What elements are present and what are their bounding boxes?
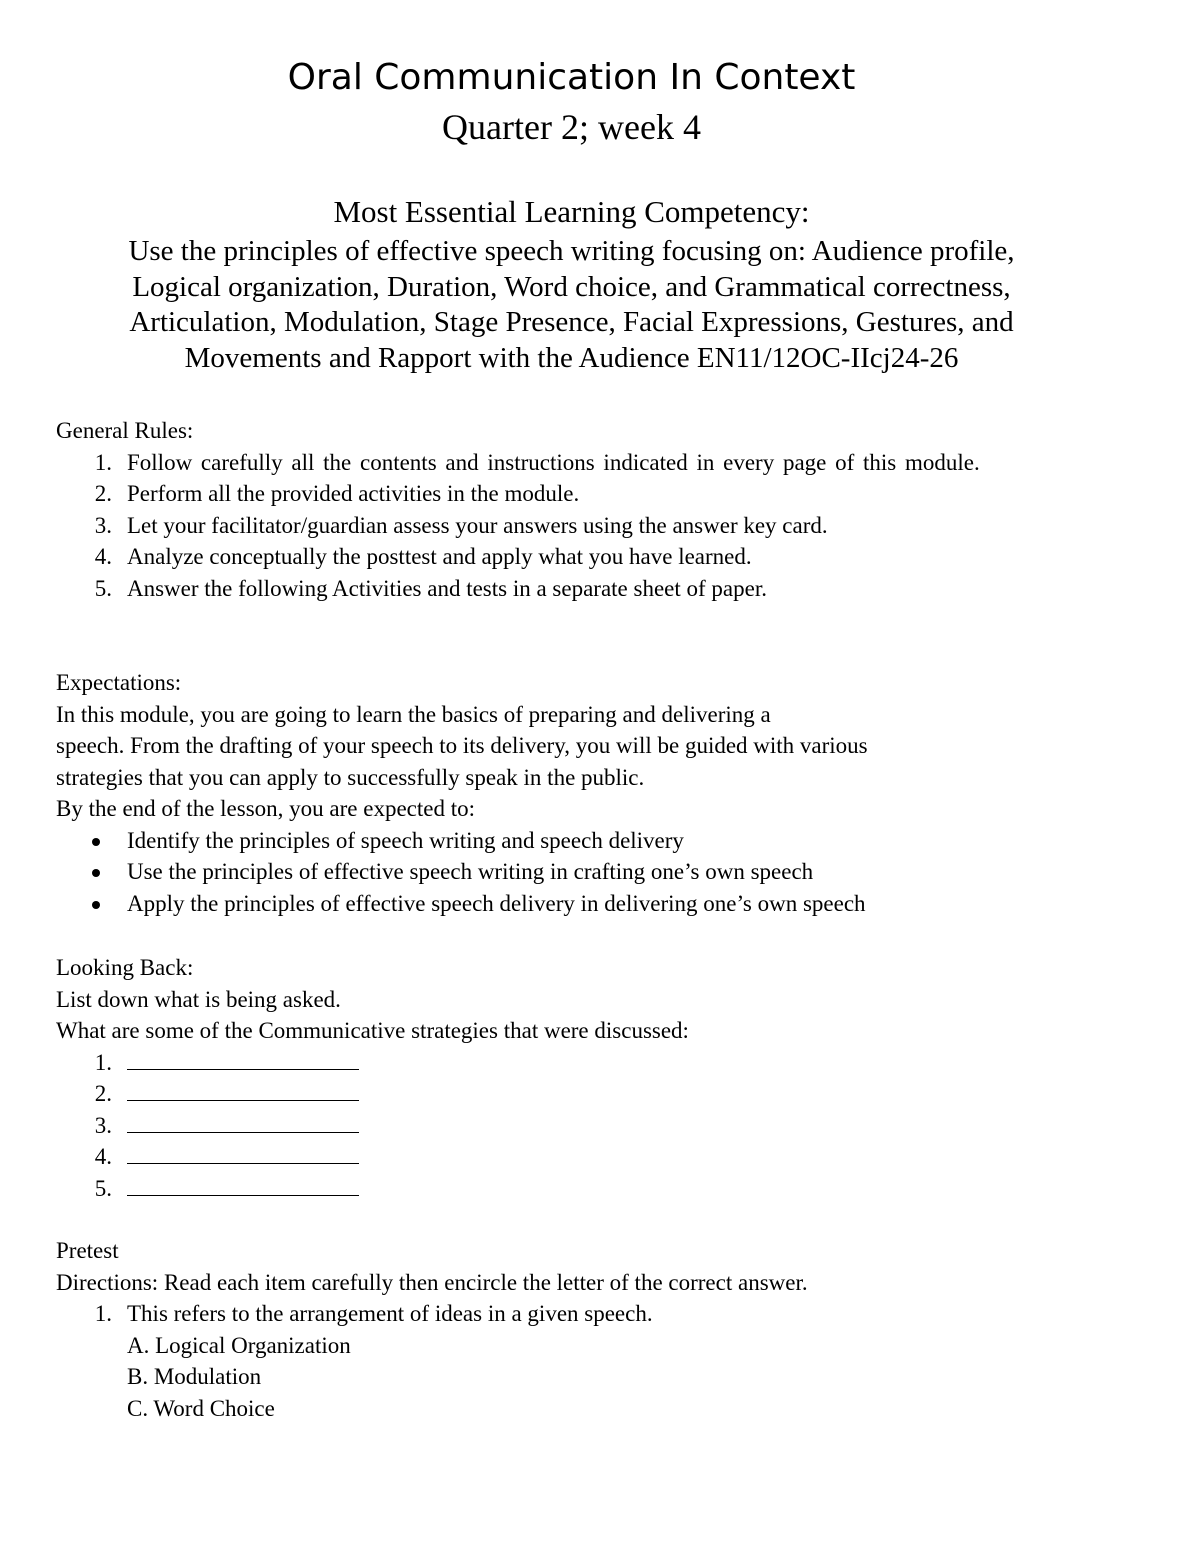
general-rules-section — [56, 415, 1096, 604]
bullet-icon — [92, 838, 100, 846]
pretest-heading: Pretest — [56, 1238, 119, 1263]
expectation-text: Apply the principles of effective speech delivery in delivering one’s own speech — [127, 890, 866, 916]
question-text: This refers to the arrangement of ideas in a given speech. — [127, 1301, 653, 1326]
list-item: 5. Answer the following Activities and tests in a separate sheet of paper. — [94, 575, 767, 601]
expectation-text: Use the principles of effective speech writing in crafting one’s own speech — [127, 859, 814, 884]
item-number: 3. — [94, 1112, 112, 1138]
document-title: Oral Communication In Context — [287, 57, 856, 98]
rule-text: Perform all the provided activities in the module. — [127, 481, 580, 506]
list-item — [56, 1047, 1096, 1079]
pretest-section — [56, 1235, 1096, 1424]
pretest-questions — [56, 1298, 1096, 1330]
rule-text: Let your facilitator/guardian assess your answers using the answer key card. — [127, 512, 828, 538]
question-item — [56, 1298, 1096, 1330]
expectations-list — [56, 825, 1096, 920]
item-number: 2. — [94, 1081, 112, 1106]
expectations-text: speech. From the drafting of your speech to its delivery, you will be guided with various — [56, 733, 868, 758]
list-item: 1. Follow carefully all the contents and instructions indicated in every page of this module. — [56, 447, 1096, 479]
list-item — [56, 888, 1096, 920]
answer-blanks-list — [56, 1047, 1096, 1205]
answer-option: B. Modulation — [127, 1364, 262, 1389]
list-item — [56, 1078, 1096, 1110]
list-item: 3. Let your facilitator/guardian assess your answers using the answer key card. — [94, 512, 828, 538]
pretest-directions: Directions: Read each item carefully then encircle the letter of the correct answer. — [56, 1269, 808, 1295]
answer-option: A. Logical Organization — [127, 1332, 351, 1358]
general-rules-heading: General Rules: — [56, 418, 194, 443]
item-number: 5. — [94, 1175, 112, 1201]
rule-text: Answer the following Activities and tests in a separate sheet of paper. — [127, 575, 767, 601]
answer-blank[interactable] — [127, 1047, 359, 1070]
item-number: 4. — [94, 1144, 112, 1169]
general-rules-list — [56, 447, 1096, 605]
bullet-icon — [92, 901, 100, 909]
question-number: 1. — [94, 1301, 112, 1326]
answer-blank[interactable] — [127, 1173, 359, 1196]
list-item — [56, 856, 1096, 888]
list-item: 4. Analyze conceptually the posttest and apply what you have learned. — [94, 544, 752, 569]
melc-heading: Most Essential Learning Competency: — [333, 194, 810, 229]
list-item — [56, 1141, 1096, 1173]
expectations-text: In this module, you are going to learn the basics of preparing and delivering a — [56, 701, 771, 727]
list-item — [56, 825, 1096, 857]
expectations-section — [56, 667, 1096, 919]
list-item — [56, 1173, 1096, 1205]
looking-back-heading: Looking Back: — [56, 955, 194, 980]
answer-blank[interactable] — [127, 1110, 359, 1133]
melc-text: Use the principles of effective speech writing focusing on: Audience profile, Logical organization, Duration, Word choice, and Grammatical correctness, Articulation, Modulation, Stage Presence, Facial Expressions, Gestures, and Movements and Rapport with the Audience EN11/12OC-IIcj24-26 — [128, 235, 1015, 374]
answer-blank[interactable] — [127, 1141, 359, 1164]
expectations-intro: By the end of the lesson, you are expected to: — [56, 796, 475, 821]
rule-text: Analyze conceptually the posttest and apply what you have learned. — [127, 544, 752, 569]
looking-back-question: What are some of the Communicative strategies that were discussed: — [56, 1018, 689, 1043]
item-number: 1. — [94, 1049, 112, 1075]
document-subtitle: Quarter 2; week 4 — [442, 107, 701, 147]
list-item: 2. Perform all the provided activities in the module. — [94, 481, 580, 506]
list-item — [56, 1110, 1096, 1142]
looking-back-text: List down what is being asked. — [56, 986, 341, 1012]
looking-back-section — [56, 952, 1096, 1204]
bullet-icon — [92, 869, 100, 877]
expectation-text: Identify the principles of speech writing and speech delivery — [127, 827, 684, 853]
expectations-text: strategies that you can apply to successfully speak in the public. — [56, 764, 645, 790]
rule-text: Follow carefully all the contents and instructions indicated in every page of this module. — [127, 449, 980, 475]
answer-option: C. Word Choice — [127, 1395, 275, 1421]
answer-blank[interactable] — [127, 1078, 359, 1101]
expectations-heading: Expectations: — [56, 670, 182, 695]
